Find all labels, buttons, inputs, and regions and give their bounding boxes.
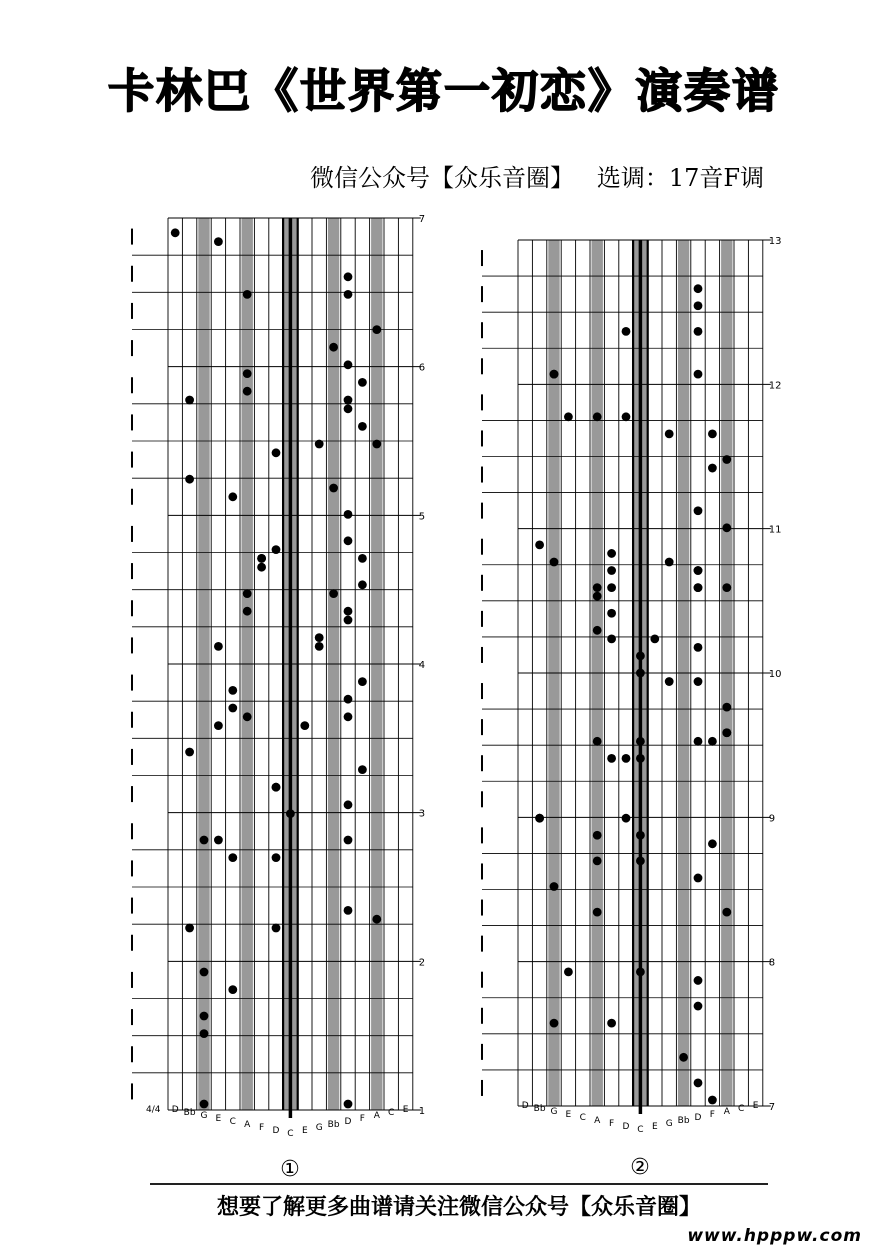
tine-label: F	[609, 1119, 615, 1129]
note-dot	[593, 908, 602, 917]
note-dot	[535, 814, 544, 823]
note-dot	[185, 475, 194, 484]
note-dot	[243, 369, 252, 378]
measure-number: 3	[418, 808, 426, 820]
note-dot	[200, 1029, 209, 1038]
note-dot	[636, 856, 645, 865]
note-dot	[593, 737, 602, 746]
note-dot	[694, 583, 703, 592]
note-dot	[272, 853, 281, 862]
tine-label: D	[694, 1113, 702, 1123]
note-dot	[679, 1053, 688, 1062]
note-dot	[243, 589, 252, 598]
note-dot	[694, 284, 703, 293]
note-dot	[329, 589, 338, 598]
note-dot	[607, 566, 616, 575]
note-dot	[344, 607, 353, 616]
note-dot	[694, 1079, 703, 1088]
note-dot	[300, 721, 309, 730]
tine-label: G	[550, 1107, 558, 1117]
note-dot	[593, 856, 602, 865]
score-panel-1	[132, 214, 425, 1182]
note-dot	[593, 626, 602, 635]
note-dot	[650, 634, 659, 643]
note-dot	[185, 924, 194, 933]
note-dot	[722, 703, 731, 712]
note-dot	[344, 360, 353, 369]
note-dot	[200, 968, 209, 977]
note-dot	[344, 404, 353, 413]
note-dot	[550, 370, 559, 379]
note-dot	[272, 448, 281, 457]
note-dot	[708, 737, 717, 746]
measure-number: 7	[418, 214, 426, 225]
note-dot	[372, 440, 381, 449]
note-dot	[272, 783, 281, 792]
note-dot	[214, 721, 223, 730]
note-dot	[358, 422, 367, 431]
tine-label: E	[402, 1105, 409, 1115]
note-dot	[607, 549, 616, 558]
note-dot	[694, 506, 703, 515]
note-dot	[535, 541, 544, 550]
footer-note: 想要了解更多曲谱请关注微信公众号【众乐音圈】	[150, 1183, 768, 1227]
measure-number: 6	[418, 362, 426, 374]
note-dot	[550, 558, 559, 567]
tine-label: A	[244, 1120, 251, 1130]
note-dot	[243, 387, 252, 396]
note-dot	[228, 853, 237, 862]
note-dot	[344, 695, 353, 704]
tine-label: C	[287, 1129, 294, 1139]
tine-label: A	[594, 1116, 601, 1126]
note-dot	[185, 396, 194, 405]
note-dot	[593, 592, 602, 601]
note-dot	[228, 985, 237, 994]
note-dot	[344, 510, 353, 519]
note-dot	[344, 616, 353, 625]
tine-label: E	[301, 1126, 308, 1136]
note-dot	[593, 831, 602, 840]
tine-label: D	[622, 1122, 630, 1132]
note-dot	[636, 831, 645, 840]
note-dot	[358, 580, 367, 589]
note-dot	[564, 412, 573, 421]
note-dot	[243, 290, 252, 299]
note-dot	[708, 429, 717, 438]
note-dot	[708, 1096, 717, 1105]
note-dot	[607, 1019, 616, 1028]
measure-number: 7	[768, 1102, 776, 1113]
note-dot	[622, 814, 631, 823]
panel-label: ①	[280, 1157, 300, 1182]
note-dot	[607, 634, 616, 643]
measure-number: 5	[418, 511, 426, 523]
note-dot	[344, 712, 353, 721]
note-dot	[636, 968, 645, 977]
tine-label: C	[579, 1113, 586, 1123]
note-dot	[344, 290, 353, 299]
note-dot	[694, 874, 703, 883]
note-dot	[708, 839, 717, 848]
note-dot	[636, 652, 645, 661]
tine-label: C	[637, 1125, 644, 1135]
note-dot	[607, 754, 616, 763]
tine-label: C	[738, 1104, 745, 1114]
measure-number: 8	[768, 957, 776, 969]
note-dot	[372, 915, 381, 924]
tine-label: D	[521, 1101, 529, 1111]
tine-label: F	[359, 1114, 365, 1124]
measure-number: 9	[768, 813, 776, 825]
tine-label: Bb	[327, 1120, 340, 1130]
note-dot	[550, 882, 559, 891]
note-dot	[358, 378, 367, 387]
note-dot	[372, 325, 381, 334]
note-dot	[622, 327, 631, 336]
tine-label: D	[171, 1105, 179, 1115]
tine-label: G	[665, 1119, 673, 1129]
page-title: 卡林巴《世界第一初恋》演奏谱	[108, 64, 780, 118]
measure-number: 1	[418, 1106, 426, 1117]
note-dot	[358, 765, 367, 774]
note-dot	[358, 677, 367, 686]
page-subtitle: 微信公众号【众乐音圈】 选调：17音F调	[310, 164, 765, 192]
note-dot	[607, 609, 616, 618]
note-dot	[315, 440, 324, 449]
note-dot	[636, 737, 645, 746]
note-dot	[593, 583, 602, 592]
note-dot	[315, 642, 324, 651]
note-dot	[607, 583, 616, 592]
tine-label: D	[272, 1126, 280, 1136]
note-dot	[722, 908, 731, 917]
measure-number: 12	[768, 380, 782, 392]
note-dot	[200, 1100, 209, 1109]
note-dot	[708, 464, 717, 473]
note-dot	[200, 836, 209, 845]
tine-label: E	[565, 1110, 572, 1120]
note-dot	[243, 607, 252, 616]
note-dot	[243, 712, 252, 721]
tine-label: G	[315, 1123, 323, 1133]
note-dot	[636, 754, 645, 763]
tine-label: Bb	[677, 1116, 690, 1126]
note-dot	[214, 642, 223, 651]
measure-number: 13	[768, 236, 782, 247]
tine-label: G	[200, 1111, 208, 1121]
note-dot	[550, 1019, 559, 1028]
watermark: www.hpppw.com	[687, 1226, 862, 1246]
tine-label: E	[752, 1101, 759, 1111]
note-dot	[722, 583, 731, 592]
note-dot	[344, 272, 353, 281]
note-dot	[185, 748, 194, 757]
score-panel-2	[482, 236, 782, 1180]
note-dot	[315, 633, 324, 642]
note-dot	[694, 301, 703, 310]
note-dot	[564, 968, 573, 977]
note-dot	[665, 429, 674, 438]
tine-label: D	[344, 1117, 352, 1127]
note-dot	[636, 669, 645, 678]
tine-label: E	[651, 1122, 658, 1132]
tine-label: Bb	[533, 1104, 546, 1114]
note-dot	[214, 836, 223, 845]
note-dot	[257, 563, 266, 572]
note-dot	[272, 545, 281, 554]
note-dot	[694, 327, 703, 336]
time-signature: 4/4	[146, 1105, 161, 1115]
note-dot	[694, 370, 703, 379]
measure-number: 10	[768, 669, 782, 680]
note-dot	[329, 343, 338, 352]
note-dot	[344, 800, 353, 809]
note-dot	[358, 554, 367, 563]
measure-number: 11	[768, 524, 782, 536]
note-dot	[722, 728, 731, 737]
note-dot	[694, 976, 703, 985]
note-dot	[722, 455, 731, 464]
tine-label: C	[388, 1108, 395, 1118]
note-dot	[228, 686, 237, 695]
note-dot	[593, 412, 602, 421]
note-dot	[344, 1100, 353, 1109]
note-dot	[694, 643, 703, 652]
note-dot	[286, 809, 295, 818]
note-dot	[228, 492, 237, 501]
note-dot	[665, 558, 674, 567]
note-dot	[272, 924, 281, 933]
measure-number: 4	[418, 660, 426, 671]
note-dot	[257, 554, 266, 563]
note-dot	[694, 677, 703, 686]
note-dot	[694, 1002, 703, 1011]
note-dot	[622, 754, 631, 763]
note-dot	[694, 737, 703, 746]
note-dot	[344, 836, 353, 845]
tine-label: F	[709, 1110, 715, 1120]
note-dot	[200, 1012, 209, 1021]
tine-label: Bb	[183, 1108, 196, 1118]
note-dot	[329, 484, 338, 493]
panel-label: ②	[630, 1155, 650, 1180]
note-dot	[228, 704, 237, 713]
note-dot	[694, 566, 703, 575]
tine-label: C	[229, 1117, 236, 1127]
note-dot	[622, 412, 631, 421]
tine-label: E	[215, 1114, 222, 1124]
note-dot	[665, 677, 674, 686]
note-dot	[722, 523, 731, 532]
note-dot	[214, 237, 223, 246]
note-dot	[344, 906, 353, 915]
note-dot	[344, 396, 353, 405]
tine-label: A	[373, 1111, 380, 1121]
tine-label: F	[259, 1123, 265, 1133]
tine-label: A	[723, 1107, 730, 1117]
measure-number: 2	[418, 957, 426, 969]
note-dot	[344, 536, 353, 545]
note-dot	[171, 228, 180, 237]
